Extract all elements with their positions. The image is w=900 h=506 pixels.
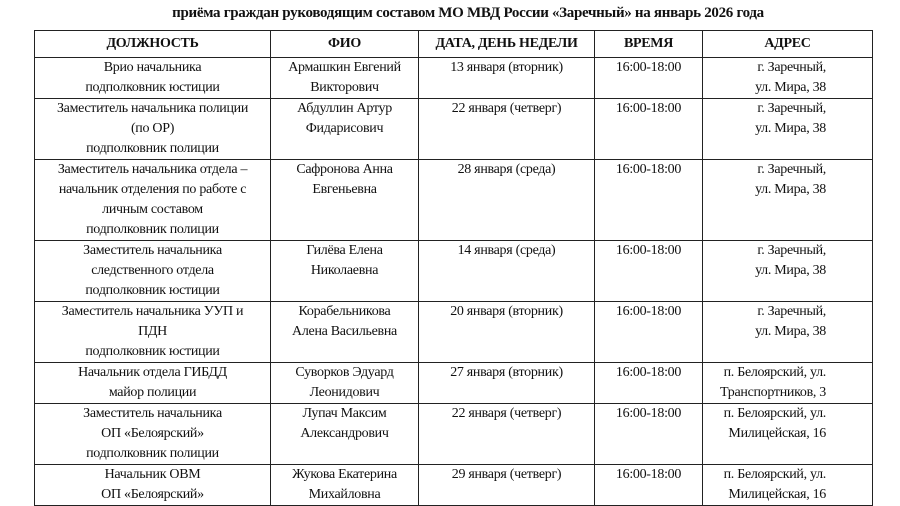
cell-address [703, 465, 873, 506]
cell-position [35, 160, 271, 241]
cell-position-line: ОП «Белоярский» [101, 426, 204, 441]
cell-address-line: г. Заречный, [757, 162, 826, 177]
cell-name [271, 363, 419, 404]
cell-time: 16:00-18:00 [595, 302, 703, 363]
cell-time: 16:00-18:00 [595, 160, 703, 241]
cell-time: 16:00-18:00 [595, 99, 703, 160]
cell-position-line: Заместитель начальника полиции [56, 101, 249, 116]
cell-position-line: личным составом [102, 202, 203, 217]
cell-position-line: Заместитель начальника УУП и [61, 304, 244, 319]
cell-name-line: Сафронова Анна [296, 162, 393, 177]
cell-address-line: ул. Мира, 38 [755, 80, 826, 95]
cell-address-line: г. Заречный, [757, 101, 826, 116]
cell-position-line: Начальник ОВМ [104, 467, 201, 482]
table-row [35, 363, 873, 404]
cell-name-line: Абдуллин Артур [297, 101, 392, 116]
cell-date: 14 января (среда) [419, 241, 595, 302]
cell-name [271, 99, 419, 160]
table-row [35, 241, 873, 302]
table-row [35, 302, 873, 363]
cell-name-line: Суворков Эдуард [295, 365, 394, 380]
cell-position-line: Начальник отдела ГИБДД [78, 365, 227, 380]
cell-name-line: Александрович [300, 426, 389, 441]
cell-position-line: (по ОР) [130, 121, 175, 136]
cell-address-line: ул. Мира, 38 [755, 121, 826, 136]
cell-position-line: подполковник полиции [86, 222, 219, 237]
cell-position-line: подполковник юстиции [85, 80, 220, 95]
cell-name-line: Леонидович [309, 385, 380, 400]
cell-time: 16:00-18:00 [595, 363, 703, 404]
cell-address-line: п. Белоярский, ул. [723, 365, 826, 380]
cell-name [271, 302, 419, 363]
header-name: ФИО [271, 31, 419, 58]
cell-position [35, 241, 271, 302]
cell-position-line: следственного отдела [91, 263, 214, 278]
cell-name-line: Алена Васильевна [292, 324, 397, 339]
cell-name [271, 404, 419, 465]
cell-position-line: подполковник юстиции [85, 283, 220, 298]
cell-name-line: Армашкин Евгений [288, 60, 401, 75]
table-row [35, 465, 873, 506]
cell-position-line: начальник отделения по работе с [58, 182, 247, 197]
cell-address [703, 404, 873, 465]
cell-time: 16:00-18:00 [595, 241, 703, 302]
cell-position-line: ОП «Белоярский» [101, 487, 204, 502]
cell-address-line: п. Белоярский, ул. [723, 467, 826, 482]
cell-address-line: п. Белоярский, ул. [723, 406, 826, 421]
document-title: приёма граждан руководящим составом МО МВД России «Заречный» на январь 2026 года [172, 5, 764, 21]
cell-position-line: Заместитель начальника [83, 406, 222, 421]
cell-address [703, 160, 873, 241]
header-time: ВРЕМЯ [595, 31, 703, 58]
cell-date: 13 января (вторник) [419, 58, 595, 99]
cell-position-line: подполковник полиции [86, 141, 219, 156]
cell-name-line: Фидарисович [305, 121, 384, 136]
cell-address [703, 363, 873, 404]
cell-position-line: Заместитель начальника отдела – [57, 162, 248, 177]
cell-name-line: Лупач Максим [302, 406, 387, 421]
cell-date: 22 января (четверг) [419, 99, 595, 160]
cell-position [35, 58, 271, 99]
cell-position-line: подполковник полиции [86, 446, 219, 461]
cell-address-line: ул. Мира, 38 [755, 324, 826, 339]
cell-address-line: ул. Мира, 38 [755, 182, 826, 197]
cell-address [703, 241, 873, 302]
table-row [35, 404, 873, 465]
cell-address-line: ул. Мира, 38 [755, 263, 826, 278]
table-row [35, 58, 873, 99]
cell-date: 22 января (четверг) [419, 404, 595, 465]
cell-address-line: г. Заречный, [757, 60, 826, 75]
cell-name-line: Корабельникова [298, 304, 391, 319]
header-address: АДРЕС [703, 31, 873, 58]
reception-schedule-table [34, 30, 873, 506]
cell-position [35, 465, 271, 506]
cell-name-line: Николаевна [310, 263, 379, 278]
cell-time: 16:00-18:00 [595, 404, 703, 465]
cell-position-line: подполковник юстиции [85, 344, 220, 359]
table-row [35, 99, 873, 160]
cell-position-line: майор полиции [108, 385, 197, 400]
cell-position-line: Врио начальника [103, 60, 202, 75]
cell-date: 27 января (вторник) [419, 363, 595, 404]
cell-position-line: ПДН [138, 324, 167, 339]
cell-position [35, 302, 271, 363]
cell-name-line: Викторович [310, 80, 379, 95]
cell-address [703, 302, 873, 363]
header-position: ДОЛЖНОСТЬ [35, 31, 271, 58]
cell-address [703, 58, 873, 99]
cell-name-line: Жукова Екатерина [292, 467, 397, 482]
cell-time: 16:00-18:00 [595, 465, 703, 506]
table-row [35, 160, 873, 241]
cell-name [271, 465, 419, 506]
cell-address-line: г. Заречный, [757, 304, 826, 319]
cell-position [35, 404, 271, 465]
cell-position-line: Заместитель начальника [83, 243, 222, 258]
cell-address-line: Милицейская, 16 [728, 487, 826, 502]
cell-address [703, 99, 873, 160]
cell-name [271, 160, 419, 241]
cell-name-line: Гилёва Елена [306, 243, 383, 258]
table-header-row [35, 31, 873, 58]
cell-date: 29 января (четверг) [419, 465, 595, 506]
cell-name [271, 58, 419, 99]
cell-position [35, 99, 271, 160]
header-date: ДАТА, ДЕНЬ НЕДЕЛИ [419, 31, 595, 58]
cell-time: 16:00-18:00 [595, 58, 703, 99]
cell-position [35, 363, 271, 404]
cell-address-line: г. Заречный, [757, 243, 826, 258]
cell-name-line: Евгеньевна [312, 182, 377, 197]
cell-name [271, 241, 419, 302]
cell-name-line: Михайловна [308, 487, 381, 502]
cell-date: 28 января (среда) [419, 160, 595, 241]
cell-address-line: Транспортников, 3 [720, 385, 826, 400]
cell-date: 20 января (вторник) [419, 302, 595, 363]
cell-address-line: Милицейская, 16 [728, 426, 826, 441]
